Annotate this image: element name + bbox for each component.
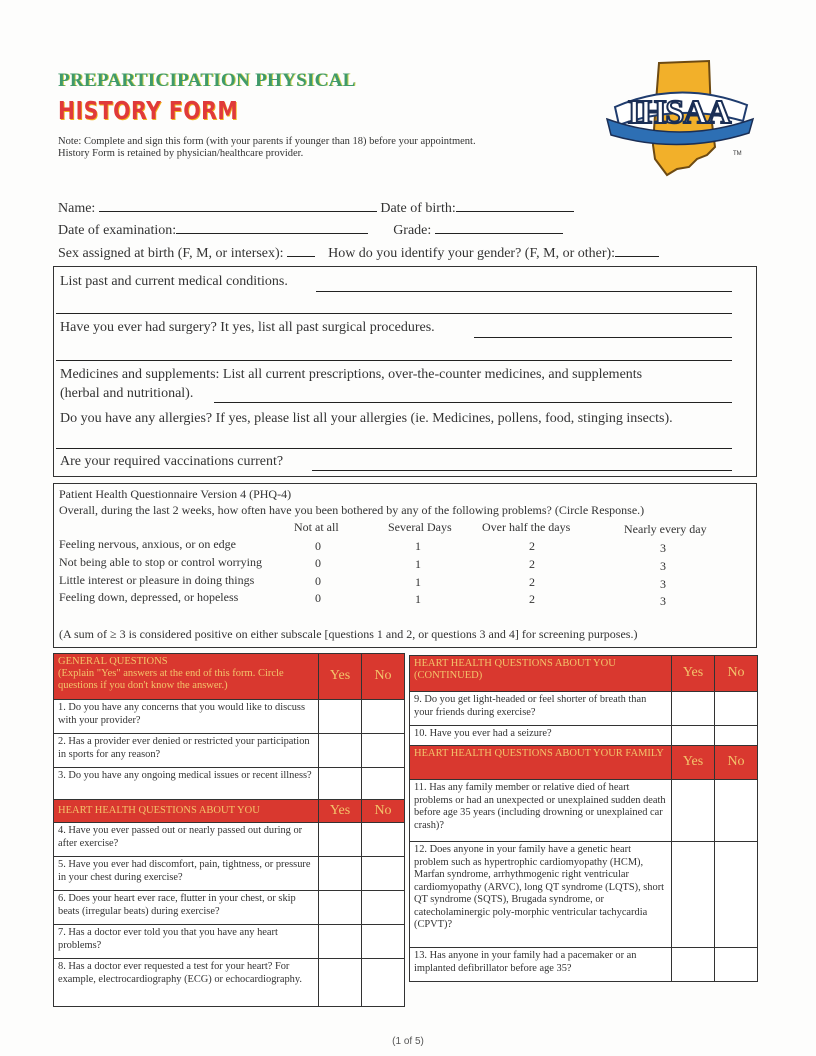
question-7-text: 7. Has a doctor ever told you that you have any heart problems? (54, 925, 319, 959)
heart-continued-yes-header: Yes (672, 656, 715, 692)
medicines-label-2: (herbal and nutritional). (60, 386, 194, 401)
phq4-title: Patient Health Questionnaire Version 4 (PHQ-4) (59, 487, 292, 501)
heart-you-yes-header: Yes (319, 800, 362, 823)
phq4-row-2-score-3[interactable]: 3 (660, 559, 666, 573)
heart-family-no-header: No (715, 746, 758, 780)
question-2-no[interactable] (362, 734, 405, 768)
question-10-no[interactable] (715, 726, 758, 746)
phq4-col-over-half: Over half the days (482, 520, 571, 534)
question-8-no[interactable] (362, 959, 405, 1007)
medicines-field[interactable] (214, 402, 732, 403)
question-1-no[interactable] (362, 700, 405, 734)
phq4-col-several-days: Several Days (388, 520, 452, 534)
question-5-no[interactable] (362, 857, 405, 891)
exam-date-field[interactable] (176, 220, 368, 234)
form-title-line2: HISTORY FORM (58, 96, 239, 125)
phq4-row-2-label: Not being able to stop or control worrying (59, 555, 262, 569)
question-row-7 (54, 925, 405, 959)
heart-you-no-header: No (362, 800, 405, 823)
phq4-row-1-score-2[interactable]: 2 (529, 539, 535, 553)
question-row-12 (410, 842, 758, 948)
name-row (58, 198, 574, 217)
question-13-no[interactable] (715, 948, 758, 982)
heart-family-yes-header: Yes (672, 746, 715, 780)
form-title-line1: PREPARTICIPATION PHYSICAL (58, 70, 356, 91)
indiana-state-icon (597, 55, 762, 183)
gender-field[interactable] (615, 243, 659, 257)
phq4-box (53, 483, 757, 648)
question-8-text: 8. Has a doctor ever requested a test for your heart? For example, electrocardiography (ECG) or echocardiography. (54, 959, 319, 1007)
question-10-yes[interactable] (672, 726, 715, 746)
question-row-11 (410, 780, 758, 842)
question-4-text: 4. Have you ever passed out or nearly passed out during or after exercise? (54, 823, 319, 857)
heart-continued-header: HEART HEALTH QUESTIONS ABOUT YOU (CONTINUED) (410, 656, 672, 692)
question-4-no[interactable] (362, 823, 405, 857)
phq4-row-2-score-1[interactable]: 1 (415, 557, 421, 571)
phq4-row-3-score-1[interactable]: 1 (415, 575, 421, 589)
form-note: Note: Complete and sign this form (with your parents if younger than 18) before your appointment. History Form is retained by physician/healthcare provider. (58, 136, 476, 159)
question-3-yes[interactable] (319, 768, 362, 800)
question-6-yes[interactable] (319, 891, 362, 925)
heart-family-header: HEART HEALTH QUESTIONS ABOUT YOUR FAMILY (410, 746, 672, 780)
question-11-no[interactable] (715, 780, 758, 842)
surgery-field[interactable] (474, 337, 732, 338)
question-12-no[interactable] (715, 842, 758, 948)
phq4-row-4-score-2[interactable]: 2 (529, 592, 535, 606)
question-2-text: 2. Has a provider ever denied or restricted your participation in sports for any reason? (54, 734, 319, 768)
question-7-yes[interactable] (319, 925, 362, 959)
ihsaa-logo (597, 55, 762, 183)
phq4-row-3-score-0[interactable]: 0 (315, 574, 321, 588)
question-3-text: 3. Do you have any ongoing medical issues or recent illness? (54, 768, 319, 800)
question-1-text: 1. Do you have any concerns that you would like to discuss with your provider? (54, 700, 319, 734)
phq4-col-nearly-every-day: Nearly every day (624, 522, 707, 536)
question-3-no[interactable] (362, 768, 405, 800)
phq4-row-4-label: Feeling down, depressed, or hopeless (59, 590, 239, 604)
medical-history-box (53, 266, 757, 477)
general-no-header: No (362, 654, 405, 700)
question-row-6 (54, 891, 405, 925)
conditions-label: List past and current medical conditions. (60, 274, 288, 289)
medicines-label: Medicines and supplements: List all current prescriptions, over-the-counter medicines, and supplements (60, 367, 643, 382)
question-13-yes[interactable] (672, 948, 715, 982)
phq4-row-1-score-0[interactable]: 0 (315, 539, 321, 553)
grade-label: Grade: (393, 223, 432, 238)
svg-text:IHSAA: IHSAA (627, 94, 731, 131)
name-label: Name: (58, 201, 96, 216)
phq4-row-3-score-2[interactable]: 2 (529, 575, 535, 589)
phq4-row-2-score-2[interactable]: 2 (529, 557, 535, 571)
heart-continued-no-header: No (715, 656, 758, 692)
phq4-row-1-label: Feeling nervous, anxious, or on edge (59, 537, 236, 551)
allergies-label: Do you have any allergies? If yes, please list all your allergies (ie. Medicines, pollens, food, stinging insects). (60, 411, 673, 426)
phq4-instruction: Overall, during the last 2 weeks, how often have you been bothered by any of the following problems? (Circle Response.) (59, 503, 645, 517)
question-9-no[interactable] (715, 692, 758, 726)
question-row-5 (54, 857, 405, 891)
question-row-9 (410, 692, 758, 726)
question-row-4 (54, 823, 405, 857)
question-4-yes[interactable] (319, 823, 362, 857)
surgery-label: Have you ever had surgery? It yes, list all past surgical procedures. (60, 320, 435, 335)
phq4-footnote: (A sum of ≥ 3 is considered positive on either subscale [questions 1 and 2, or questions 3 and 4] for screening purposes.) (59, 627, 638, 641)
dob-label: Date of birth: (380, 201, 456, 216)
question-row-2 (54, 734, 405, 768)
phq4-row-1-score-1[interactable]: 1 (415, 539, 421, 553)
question-row-10 (410, 726, 758, 746)
phq4-row-2-score-0[interactable]: 0 (315, 556, 321, 570)
question-6-no[interactable] (362, 891, 405, 925)
phq4-row-1-score-3[interactable]: 3 (660, 541, 666, 555)
sex-label: Sex assigned at birth (F, M, or intersex): (58, 246, 284, 261)
sex-gender-row (58, 243, 659, 262)
question-11-yes[interactable] (672, 780, 715, 842)
question-8-yes[interactable] (319, 959, 362, 1007)
question-5-yes[interactable] (319, 857, 362, 891)
page-number: (1 of 5) (392, 1036, 424, 1047)
phq4-row-4-score-3[interactable]: 3 (660, 594, 666, 608)
question-9-yes[interactable] (672, 692, 715, 726)
question-12-yes[interactable] (672, 842, 715, 948)
phq4-row-3-score-3[interactable]: 3 (660, 577, 666, 591)
phq4-col-not-at-all: Not at all (294, 520, 339, 534)
question-row-13 (410, 948, 758, 982)
question-1-yes[interactable] (319, 700, 362, 734)
surgery-field-2[interactable] (56, 360, 732, 361)
question-row-8 (54, 959, 405, 1007)
phq4-row-4-score-0[interactable]: 0 (315, 591, 321, 605)
general-questions-header: GENERAL QUESTIONS (Explain "Yes" answers at the end of this form. Circle questions if you don't know the answer.) (54, 654, 319, 700)
conditions-field-2[interactable] (56, 313, 732, 314)
question-11-text: 11. Has any family member or relative died of heart problems or had an unexpected or unexplained sudden death before age 35 years (including drowning or unexplained car crash)? (410, 780, 672, 842)
vaccinations-label: Are your required vaccinations current? (60, 454, 284, 469)
svg-text:TM: TM (733, 151, 742, 157)
general-questions-table (53, 653, 405, 1007)
exam-date-label: Date of examination: (58, 223, 177, 238)
question-9-text: 9. Do you get light-headed or feel shorter of breath than your friends during exercise? (410, 692, 672, 726)
phq4-row-4-score-1[interactable]: 1 (415, 592, 421, 606)
question-row-3 (54, 768, 405, 800)
question-12-text: 12. Does anyone in your family have a genetic heart problem such as hypertrophic cardiomyopathy (HCM), Marfan syndrome, arrhythmogenic right ventricular cardiomyopathy (ARVC), long QT syndrome (LQTS), short QT syndrome (SQTS), Brugada syndrome, or catecholaminergic poly-morphic ventricular tachycardia (CPVT)? (410, 842, 672, 948)
general-yes-header: Yes (319, 654, 362, 700)
question-5-text: 5. Have you ever had discomfort, pain, tightness, or pressure in your chest during exercise? (54, 857, 319, 891)
heart-you-header: HEART HEALTH QUESTIONS ABOUT YOU (54, 800, 319, 823)
exam-row (58, 220, 563, 239)
question-7-no[interactable] (362, 925, 405, 959)
vaccinations-field[interactable] (312, 470, 732, 471)
question-6-text: 6. Does your heart ever race, flutter in your chest, or skip beats (irregular beats) during exercise? (54, 891, 319, 925)
gender-label: How do you identify your gender? (F, M, or other): (328, 246, 616, 261)
sex-field[interactable] (287, 243, 315, 257)
question-10-text: 10. Have you ever had a seizure? (410, 726, 672, 746)
question-2-yes[interactable] (319, 734, 362, 768)
dob-field[interactable] (456, 198, 574, 212)
question-13-text: 13. Has anyone in your family had a pacemaker or an implanted defibrillator before age 35? (410, 948, 672, 982)
name-field[interactable] (99, 198, 377, 212)
allergies-field[interactable] (56, 448, 732, 449)
grade-field[interactable] (435, 220, 563, 234)
conditions-field[interactable] (316, 291, 732, 292)
phq4-row-3-label: Little interest or pleasure in doing things (59, 573, 255, 587)
question-row-1 (54, 700, 405, 734)
heart-questions-table (409, 655, 758, 982)
